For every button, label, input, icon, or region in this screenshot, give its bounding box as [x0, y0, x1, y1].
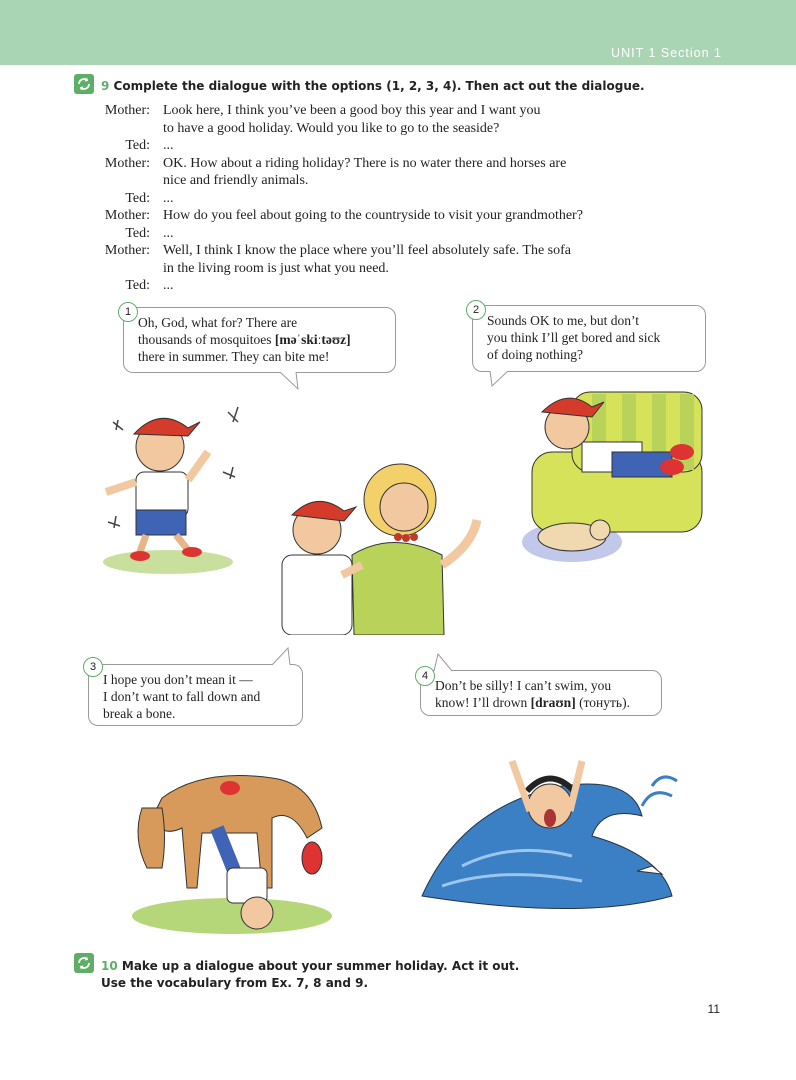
option-text: break a bone. — [103, 706, 176, 721]
option-number-badge: 1 — [118, 302, 138, 322]
dialogue-line — [96, 242, 656, 260]
speaker: Mother: — [104, 243, 150, 258]
speaker: Mother: — [104, 208, 150, 223]
speaker: Ted: — [125, 138, 150, 153]
line-text: in the living room is just what you need. — [163, 260, 389, 276]
mother-and-ted-illustration — [272, 445, 490, 635]
option-number-badge: 3 — [83, 657, 103, 677]
option-text-part: (тонуть). — [575, 695, 630, 710]
option-text — [138, 331, 385, 348]
boy-drowning-illustration — [402, 746, 700, 926]
speaker: Mother: — [104, 155, 150, 171]
dialogue-line — [96, 137, 656, 155]
dialogue-line — [96, 120, 656, 138]
line-text: ... — [163, 278, 174, 293]
line-text: OK. How about a riding holiday? There is no water there and horses are — [163, 155, 567, 171]
option-text: of doing nothing? — [487, 347, 583, 362]
exercise-10-line-1 — [101, 958, 519, 975]
bubble-tail — [432, 652, 456, 672]
option-number-badge: 4 — [415, 666, 435, 686]
exercise-10-instruction: Make up a dialogue about your summer holiday. Act it out. — [121, 959, 520, 973]
exercise-9-number: 9 — [101, 79, 110, 93]
bubble-tail — [488, 370, 512, 388]
option-text: there in summer. They can bite me! — [138, 349, 330, 364]
dialogue-line — [96, 260, 656, 278]
speaker: Ted: — [125, 225, 150, 241]
speaker — [96, 260, 163, 278]
option-bubble-1 — [123, 307, 396, 373]
speaker — [96, 172, 163, 190]
line-text: How do you feel about going to the countryside to visit your grandmother? — [163, 208, 583, 223]
option-text — [435, 694, 651, 711]
option-bubble-3 — [88, 664, 303, 726]
option-text: you think I’ll get bored and sick — [487, 330, 661, 345]
exercise-10-number: 10 — [101, 959, 118, 973]
boy-falling-horse-illustration — [122, 748, 344, 938]
boy-mosquitoes-illustration — [88, 392, 258, 577]
speaker — [96, 120, 163, 138]
speaker: Mother: — [104, 103, 150, 118]
dialogue-line — [96, 102, 656, 120]
exercise-9-instruction: Complete the dialogue with the options (1, 2, 3, 4). Then act out the dialogue. — [113, 79, 645, 93]
option-text: Don’t be silly! I can’t swim, you — [435, 678, 612, 693]
dialogue-line — [96, 225, 656, 243]
repeat-icon — [74, 74, 94, 94]
speaker: Ted: — [125, 278, 150, 293]
exercise-10-line-2: Use the vocabulary from Ex. 7, 8 and 9. — [101, 976, 369, 990]
dialogue — [96, 102, 656, 295]
exercise-10-title — [101, 958, 519, 992]
option-text: Oh, God, what for? There are — [138, 315, 298, 330]
page-number: 11 — [707, 1002, 720, 1016]
exercise-9-title — [101, 79, 645, 93]
option-bubble-2 — [472, 305, 706, 372]
unit-section-label: UNIT 1 Section 1 — [611, 46, 722, 60]
line-text: ... — [163, 138, 174, 153]
bubble-tail — [278, 371, 302, 391]
option-text: Sounds OK to me, but don’t — [487, 313, 640, 328]
dialogue-line — [96, 172, 656, 190]
line-text: ... — [163, 190, 174, 206]
option-text-part: thousands of mosquitoes — [138, 332, 275, 347]
bubble-tail — [270, 646, 294, 666]
line-text: Look here, I think you’ve been a good boy this year and I want you — [163, 103, 541, 118]
phonetic: [draʊn] — [530, 695, 576, 710]
option-text-part: know! I’ll drown — [435, 695, 531, 710]
repeat-icon — [74, 953, 94, 973]
option-bubble-4 — [420, 670, 662, 716]
boy-on-sofa-illustration — [512, 382, 708, 572]
line-text: Well, I think I know the place where you’ll feel absolutely safe. The sofa — [163, 243, 571, 258]
speaker: Ted: — [125, 190, 150, 206]
dialogue-line — [96, 207, 656, 225]
option-text: I don’t want to fall down and — [103, 689, 261, 704]
line-text: to have a good holiday. Would you like to go to the seaside? — [163, 120, 500, 136]
dialogue-line — [96, 277, 656, 295]
phonetic: [məˈskiːtəʊz] — [274, 332, 351, 347]
dialogue-line — [96, 155, 656, 173]
line-text: ... — [163, 225, 174, 241]
line-text: nice and friendly animals. — [163, 173, 309, 188]
option-number-badge: 2 — [466, 300, 486, 320]
option-text: I hope you don’t mean it — — [103, 672, 253, 687]
dialogue-line — [96, 190, 656, 208]
